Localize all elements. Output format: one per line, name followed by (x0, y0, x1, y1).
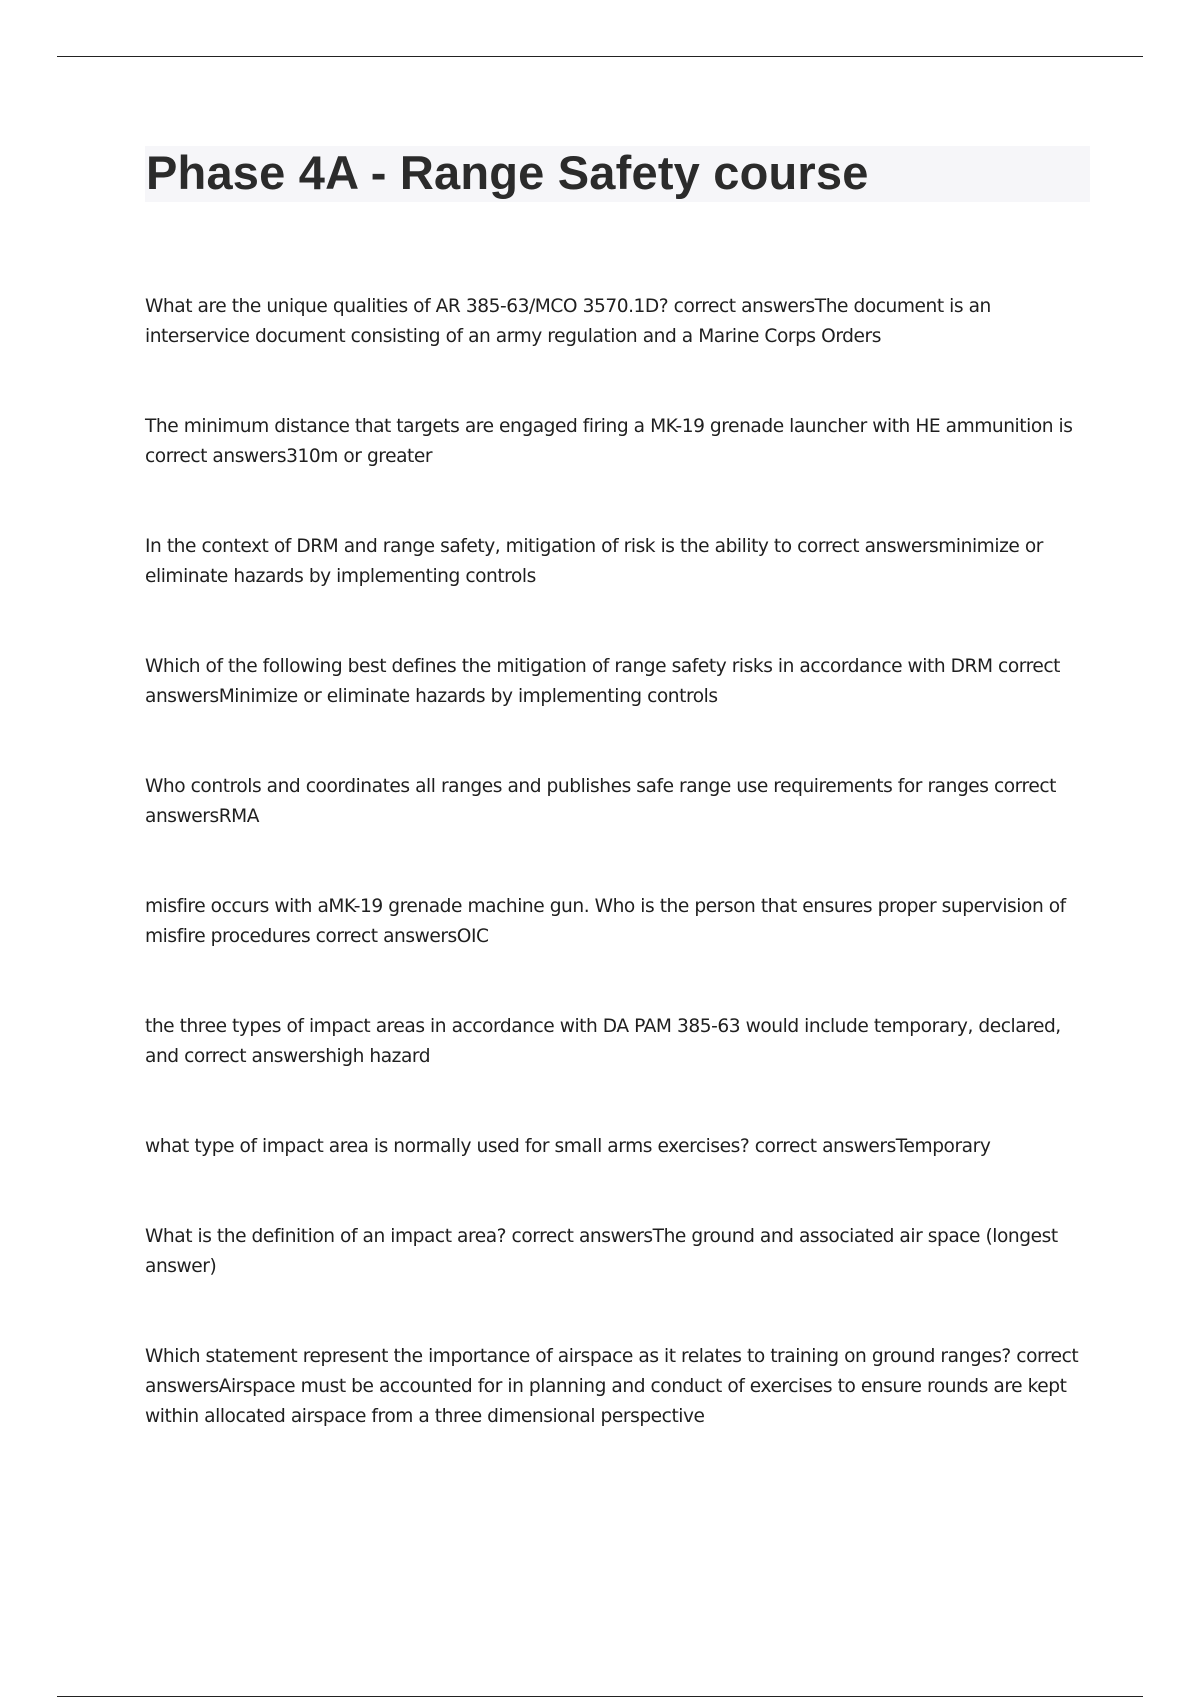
qa-item-6: misfire occurs with aMK-19 grenade machine gun. Who is the person that ensures proper supervision of misfire procedures correct answersOIC (145, 896, 1066, 947)
bottom-divider (57, 1696, 1143, 1697)
qa-item-5: Who controls and coordinates all ranges and publishes safe range use requirements for ranges correct answersRMA (145, 776, 1056, 827)
qa-item-9: What is the definition of an impact area? correct answersThe ground and associated air space (longest answer) (145, 1226, 1058, 1277)
qa-item-4: Which of the following best defines the mitigation of range safety risks in accordance with DRM correct answersMinimize or eliminate hazards by implementing controls (145, 656, 1060, 707)
qa-item-3: In the context of DRM and range safety, mitigation of risk is the ability to correct answersminimize or eliminate hazards by implementing controls (145, 536, 1043, 587)
qa-item-1: What are the unique qualities of AR 385-63/MCO 3570.1D? correct answersThe document is an interservice document consisting of an army regulation and a Marine Corps Orders (145, 296, 991, 347)
page-title: Phase 4A - Range Safety course (146, 146, 869, 199)
qa-item-10: Which statement represent the importance of airspace as it relates to training on ground ranges? correct answersAirspace must be accounted for in planning and conduct of exercises to ensure rounds are kept within allocated airspace from a three dimensional perspective (145, 1346, 1079, 1427)
question-answer-list (145, 292, 1095, 1432)
qa-item-7: the three types of impact areas in accordance with DA PAM 385-63 would include temporary, declared, and correct answershigh hazard (145, 1016, 1061, 1067)
qa-item-2: The minimum distance that targets are engaged firing a MK-19 grenade launcher with HE ammunition is correct answers310m or greater (145, 416, 1073, 467)
top-divider (57, 56, 1143, 57)
qa-item-8: what type of impact area is normally used for small arms exercises? correct answersTemporary (145, 1136, 991, 1157)
